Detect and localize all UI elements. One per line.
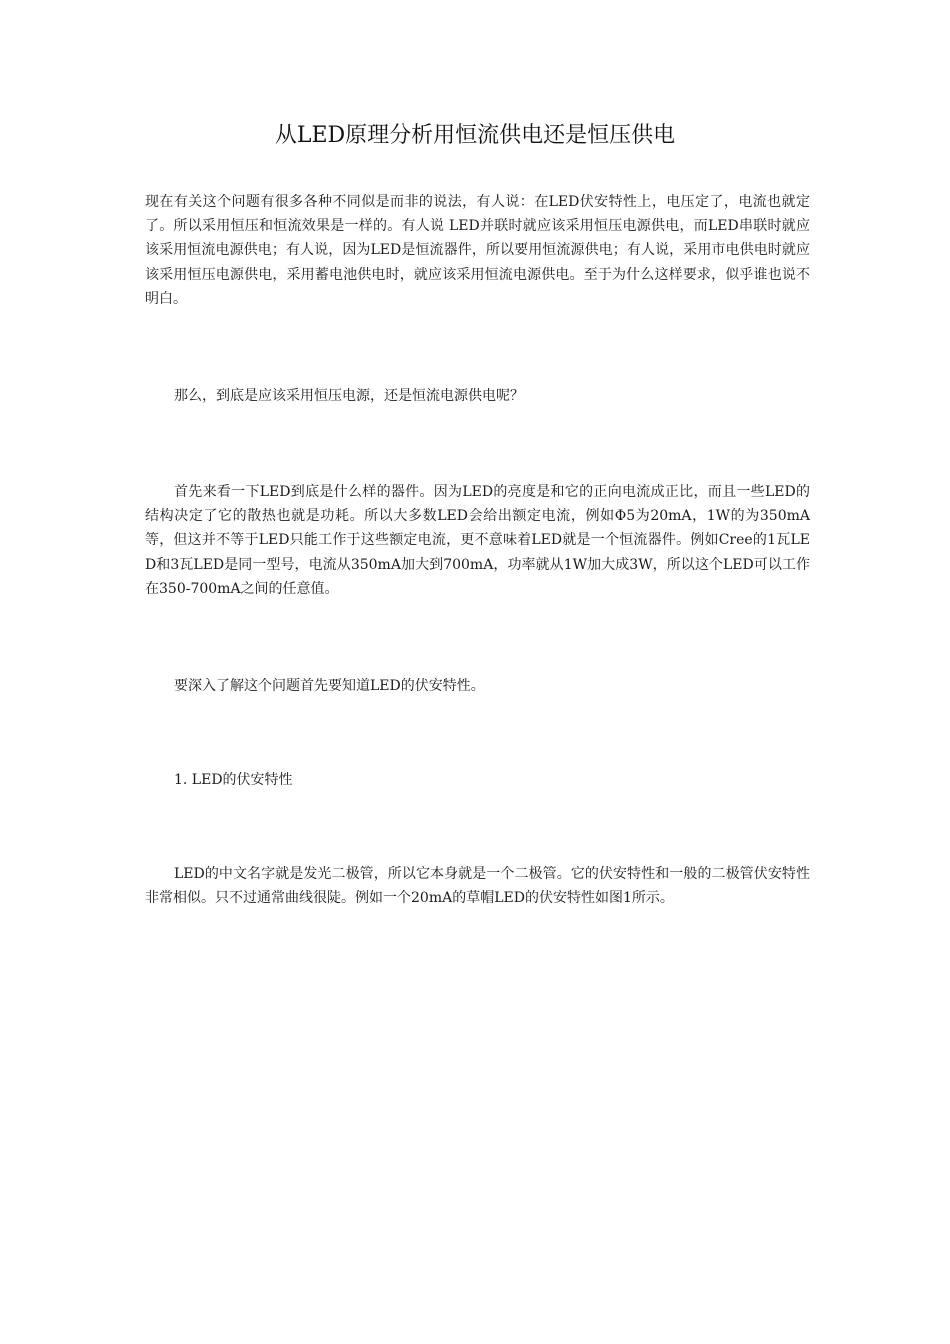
paragraph-understand: 要深入了解这个问题首先要知道LED的伏安特性。 xyxy=(174,678,485,694)
section-heading-iv-characteristic: 1. LED的伏安特性 xyxy=(174,772,293,788)
paragraph-question: 那么，到底是应该采用恒压电源，还是恒流电源供电呢？ xyxy=(174,388,524,404)
document-title: 从LED原理分析用恒流供电还是恒压供电 xyxy=(274,123,676,148)
paragraph-intro: 现在有关这个问题有很多各种不同似是而非的说法，有人说：在LED伏安特性上，电压定了，电流也就定了。所以采用恒压和恒流效果是一样的。有人说 LED并联时就应该采用恒压电源供电，而LED串联时就应该采用恒流电源供电；有人说，因为LED是恒流器件，所以要用恒流源供电；有人说，采用市电供电时就应该采用恒压电源供电，采用蓄电池供电时，就应该采用恒流电源供电。至于为什么这样要求，似乎谁也说不明白。 xyxy=(145,194,810,307)
paragraph-led-diode: LED的中文名字就是发光二极管，所以它本身就是一个二极管。它的伏安特性和一般的二极管伏安特性非常相似。只不过通常曲线很陡。例如一个20mA的草帽LED的伏安特性如图1所示。 xyxy=(145,866,810,907)
paragraph-led-device: 首先来看一下LED到底是什么样的器件。因为LED的亮度是和它的正向电流成正比，而且一些LED的结构决定了它的散热也就是功耗。所以大多数LED会给出额定电流，例如Φ5为20mA，1W的为350mA等，但这并不等于LED只能工作于这些额定电流，更不意味着LED就是一个恒流器件。例如Cree的1瓦LED和3瓦LED是同一型号，电流从350mA加大到700mA，功率就从1W加大成3W，所以这个LED可以工作在350-700mA之间的任意值。 xyxy=(145,484,810,597)
